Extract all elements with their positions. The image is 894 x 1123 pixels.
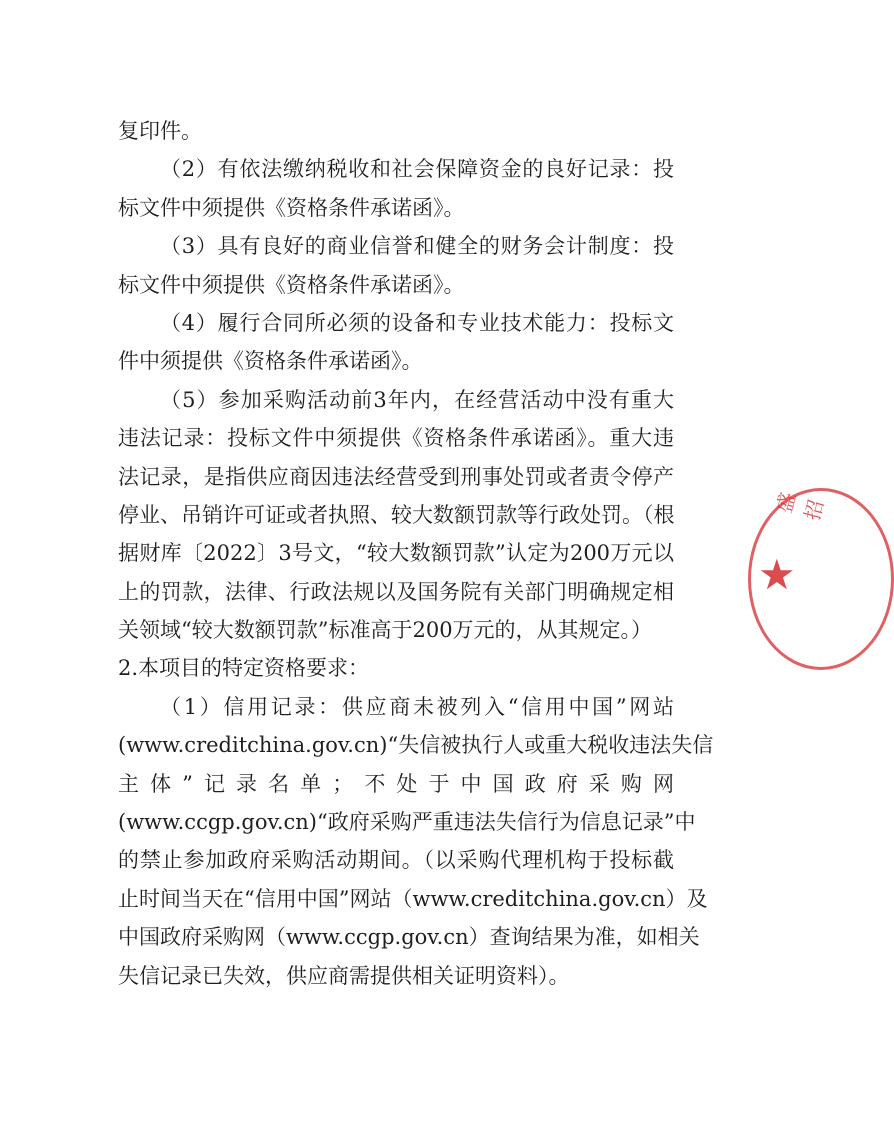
text-line: （4）履行合同所必须的设备和专业技术能力：投标文 bbox=[160, 310, 674, 335]
text-line: 的禁止参加政府采购活动期间。（以采购代理机构于投标截 bbox=[118, 848, 674, 873]
text-line: 标文件中须提供《资格条件承诺函》。 bbox=[118, 195, 465, 220]
text-line: 停业、吊销许可证或者执照、较大数额罚款等行政处罚。（根 bbox=[118, 502, 675, 527]
star-icon: ★ bbox=[758, 550, 796, 599]
text-line: 上的罚款，法律、行政法规以及国务院有关部门明确规定相 bbox=[118, 579, 674, 604]
text-line: 主体”记录名单；不处于中国政府采购网 bbox=[118, 771, 674, 796]
seal-stamp-text: 盛招 bbox=[771, 489, 829, 523]
text-line: （3）具有良好的商业信誉和健全的财务会计制度：投 bbox=[160, 234, 674, 259]
text-line: 据财库〔2022〕3号文，“较大数额罚款”认定为200万元以 bbox=[118, 541, 674, 566]
text-line: 法记录，是指供应商因违法经营受到刑事处罚或者责令停产 bbox=[118, 464, 674, 489]
text-line: 标文件中须提供《资格条件承诺函》。 bbox=[118, 272, 465, 297]
text-line: 失信记录已失效，供应商需提供相关证明资料）。 bbox=[118, 963, 570, 988]
text-line: (www.ccgp.gov.cn)“政府采购严重违法失信行为信息记录”中 bbox=[118, 810, 696, 835]
text-line: 违法记录：投标文件中须提供《资格条件承诺函》。重大违 bbox=[118, 426, 674, 451]
text-line: （1）信用记录：供应商未被列入“信用中国”网站 bbox=[160, 694, 674, 719]
text-line: （5）参加采购活动前3年内，在经营活动中没有重大 bbox=[160, 387, 674, 412]
text-line: 关领域“较大数额罚款”标准高于200万元的，从其规定。） bbox=[118, 618, 653, 643]
text-line: （2）有依法缴纳税收和社会保障资金的良好记录：投 bbox=[160, 157, 674, 182]
text-line: (www.creditchina.gov.cn)“失信被执行人或重大税收违法失信 bbox=[118, 733, 714, 758]
document-body bbox=[118, 112, 714, 995]
text-line: 复印件。 bbox=[118, 119, 202, 143]
text-line: 中国政府采购网（www.ccgp.gov.cn）查询结果为准，如相关 bbox=[118, 925, 700, 950]
text-line: 止时间当天在“信用中国”网站（www.creditchina.gov.cn）及 bbox=[118, 886, 708, 911]
section-heading: 2.本项目的特定资格要求： bbox=[118, 656, 370, 681]
text-line: 件中须提供《资格条件承诺函》。 bbox=[118, 349, 423, 374]
